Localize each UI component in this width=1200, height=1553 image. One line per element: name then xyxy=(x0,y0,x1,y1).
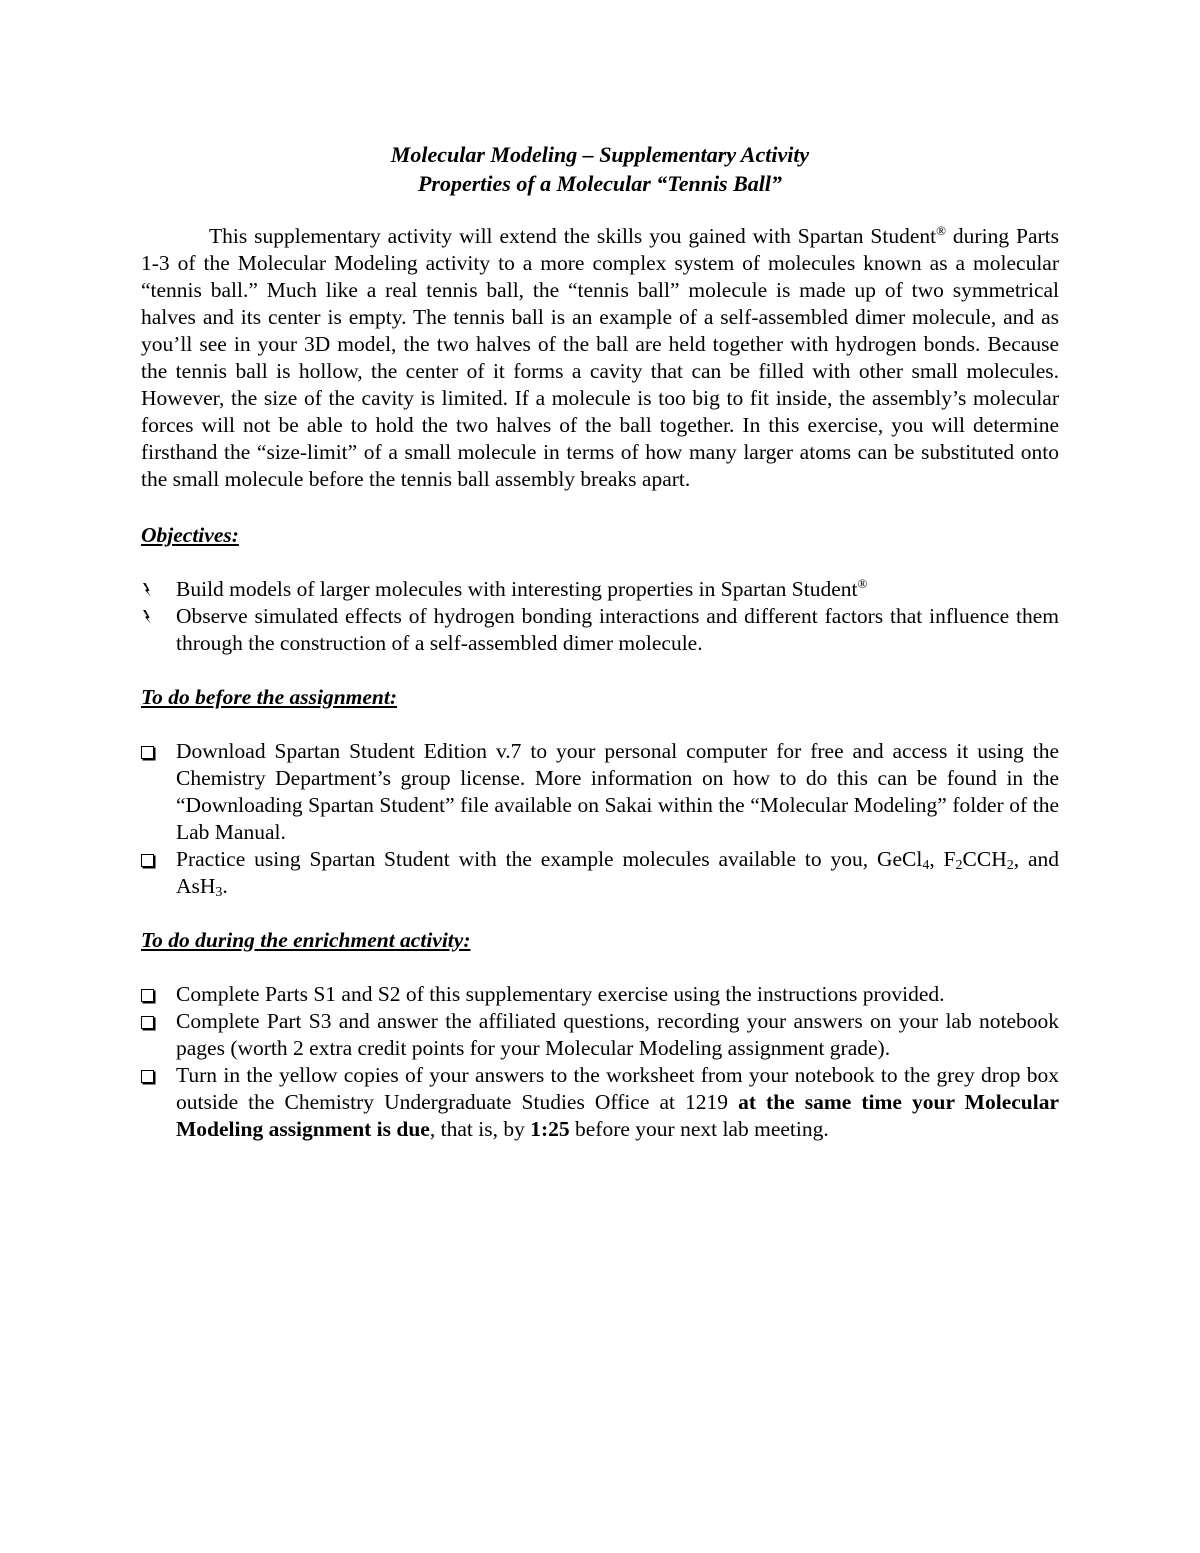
task-text-part: . xyxy=(222,874,228,898)
task-text-part: CCH xyxy=(962,847,1007,871)
task-text: Download Spartan Student Edition v.7 to your personal computer for free and access it using the Chemistry Department’s group license. More information on how to do this can be found in the “Downloading Spartan Student” file available on Sakai within the “Molecular Modeling” folder of the Lab Manual. xyxy=(176,739,1059,844)
list-item xyxy=(141,603,1059,657)
checkbox-icon xyxy=(141,1062,159,1089)
task-text xyxy=(176,1063,1059,1141)
list-item xyxy=(141,981,1059,1008)
checkbox-icon xyxy=(141,981,159,1008)
before-assignment-list xyxy=(141,738,1059,900)
before-assignment-heading: To do before the assignment: xyxy=(141,685,398,709)
task-text: Complete Parts S1 and S2 of this supplementary exercise using the instructions provided. xyxy=(176,982,945,1006)
task-text xyxy=(176,847,1059,898)
objective-text: Build models of larger molecules with interesting properties in Spartan Student xyxy=(176,577,858,601)
subscript: 2 xyxy=(955,858,963,873)
task-text: Complete Part S3 and answer the affiliated questions, recording your answers on your lab notebook pages (worth 2 extra credit points for your Molecular Modeling assignment grade). xyxy=(176,1009,1059,1060)
registered-mark: ® xyxy=(936,223,946,238)
list-item xyxy=(141,846,1059,900)
during-activity-heading: To do during the enrichment activity: xyxy=(141,928,471,952)
task-text-part: , F xyxy=(929,847,956,871)
lightning-bolt-icon xyxy=(141,576,159,603)
due-emphasis: at the same time your Molecular Modeling assignment is due xyxy=(176,1090,1059,1141)
subscript: 3 xyxy=(215,885,223,900)
subscript: 4 xyxy=(922,858,930,873)
task-text-part: Turn in the yellow copies of your answers to the worksheet from your notebook to the grey drop box outside the Chemistry Undergraduate Studies Office at 1219 xyxy=(176,1063,1059,1114)
lightning-bolt-icon xyxy=(141,603,159,630)
checkbox-icon xyxy=(141,1008,159,1035)
task-text-part: before your next lab meeting. xyxy=(569,1117,829,1141)
document-page xyxy=(141,140,1059,1143)
during-activity-list xyxy=(141,981,1059,1143)
intro-paragraph xyxy=(141,223,1059,493)
checkbox-icon xyxy=(141,846,159,873)
due-time: 1:25 xyxy=(530,1117,570,1141)
list-item xyxy=(141,576,1059,603)
list-item xyxy=(141,1062,1059,1143)
title-line-2: Properties of a Molecular “Tennis Ball” xyxy=(417,171,783,196)
registered-mark: ® xyxy=(857,576,868,591)
intro-text-start: This supplementary activity will extend the skills you gained with Spartan Student xyxy=(209,224,937,248)
objectives-list xyxy=(141,576,1059,657)
list-item xyxy=(141,1008,1059,1062)
title-line-1: Molecular Modeling – Supplementary Activity xyxy=(390,142,810,167)
checkbox-icon xyxy=(141,738,159,765)
list-item xyxy=(141,738,1059,846)
objective-text: Observe simulated effects of hydrogen bonding interactions and different factors that influence them through the construction of a self-assembled dimer molecule. xyxy=(176,604,1059,655)
task-text-part: , and AsH xyxy=(176,847,1059,898)
objectives-heading: Objectives: xyxy=(141,523,239,547)
task-text-part: Practice using Spartan Student with the example molecules available to you, GeCl xyxy=(176,847,923,871)
subscript: 2 xyxy=(1006,858,1014,873)
intro-text-rest: during Parts 1-3 of the Molecular Modeling activity to a more complex system of molecules known as a molecular “tennis ball.” Much like a real tennis ball, the “tennis ball” molecule is made up of two symmetrical halves and its center is empty. The tennis ball is an example of a self-assembled dimer molecule, and as you’ll see in your 3D model, the two halves of the ball are held together with hydrogen bonds. Because the tennis ball is hollow, the center of it forms a cavity that can be filled with other small molecules. However, the size of the cavity is limited. If a molecule is too big to fit inside, the assembly’s molecular forces will not be able to hold the two halves of the ball together. In this exercise, you will determine firsthand the “size-limit” of a small molecule in terms of how many larger atoms can be substituted onto the small molecule before the tennis ball assembly breaks apart. xyxy=(141,224,1059,491)
task-text-part: , that is, by xyxy=(429,1117,531,1141)
